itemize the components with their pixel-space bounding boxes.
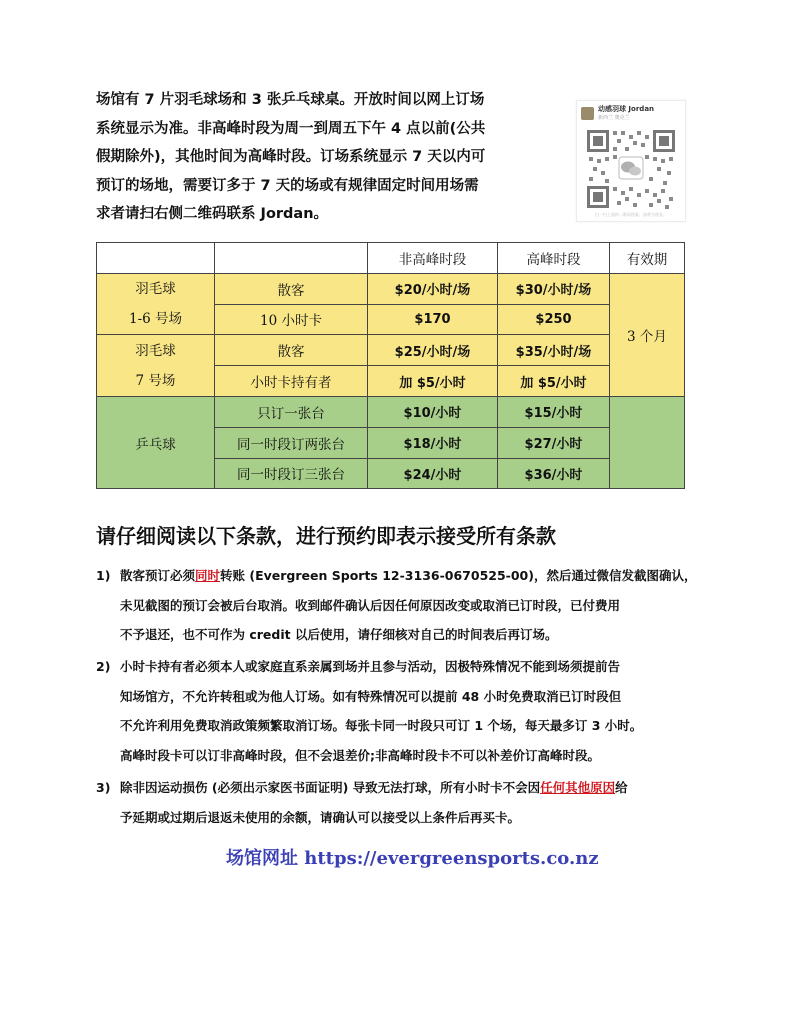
validity-cell: 3 个月 [610, 273, 685, 396]
peak-price: $30/小时/场 [498, 273, 610, 304]
avatar [581, 107, 594, 120]
header-peak: 高峰时段 [498, 243, 610, 274]
rate-type: 散客 [215, 335, 368, 366]
rate-type: 只订一张台 [215, 396, 368, 427]
offpeak-price: $10/小时 [368, 396, 498, 427]
rate-type: 10 小时卡 [215, 304, 368, 335]
peak-price: $36/小时 [498, 458, 610, 489]
peak-price: 加 $5/小时 [498, 366, 610, 397]
header-offpeak: 非高峰时段 [368, 243, 498, 274]
term-text: 除非因运动损伤 (必须出示家医书面证明) 导致无法打球，所有小时卡不会因 [120, 780, 541, 795]
table-row [97, 396, 685, 427]
table-row [97, 335, 685, 366]
term-number: 2) [96, 659, 111, 674]
qr-header [581, 105, 681, 123]
offpeak-price: $18/小时 [368, 427, 498, 458]
qr-contact-region: 新西兰 奥克兰 [598, 115, 630, 121]
header-empty [97, 243, 215, 274]
wechat-qr-card [576, 100, 686, 222]
offpeak-price: $25/小时/场 [368, 335, 498, 366]
intro-line: 求者请扫右侧二维码联系 Jordan。 [96, 206, 329, 222]
table-header-row [97, 243, 685, 274]
qr-footer-text: 扫一扫上面的二维码图案，加我为朋友。 [595, 212, 667, 217]
offpeak-price: 加 $5/小时 [368, 366, 498, 397]
offpeak-price: $24/小时 [368, 458, 498, 489]
term-text: 散客预订必须 [120, 568, 196, 583]
peak-price: $250 [498, 304, 610, 335]
table-row [97, 273, 685, 304]
offpeak-price: $170 [368, 304, 498, 335]
venue-website-link[interactable]: 场馆网址 https://evergreensports.co.nz [226, 848, 599, 869]
intro-line: 假期除外)，其他时间为高峰时段。订场系统显示 7 天以内可 [96, 149, 486, 165]
category-label: 羽毛球 [135, 281, 176, 298]
term-line: 未见截图的预订会被后台取消。收到邮件确认后因任何原因改变或取消已订时段，已付费用 [120, 597, 621, 613]
intro-line: 场馆有 7 片羽毛球场和 3 张乒乓球桌。开放时间以网上订场 [96, 92, 485, 108]
intro-line: 预订的场地，需要订多于 7 天的场或有规律固定时间用场需 [96, 177, 479, 194]
category-badminton-1-6 [97, 273, 215, 335]
term-line [120, 561, 712, 591]
peak-price: $35/小时/场 [498, 335, 610, 366]
intro-paragraph [96, 86, 566, 229]
term-line: 知场馆方，不允许转租或为他人订场。如有特殊情况可以提前 48 小时免费取消已订时段但 [120, 688, 622, 704]
term-line: 不允许利用免费取消政策频繁取消订场。每张卡同一时段只可订 1 个场，每天最多订 3 小时。 [120, 718, 643, 733]
category-label: 7 号场 [135, 372, 176, 389]
validity-empty [610, 396, 685, 488]
offpeak-price: $20/小时/场 [368, 273, 498, 304]
term-body [120, 773, 712, 832]
term-line: 予延期或过期后退返未使用的余额，请确认可以接受以上条件后再买卡。 [120, 809, 521, 825]
term-line [120, 773, 712, 803]
term-line: 高峰时段卡可以订非高峰时段，但不会退差价;非高峰时段卡不可以补差价订高峰时段。 [120, 747, 601, 763]
term-body [120, 652, 712, 770]
rate-type: 同一时段订两张台 [215, 427, 368, 458]
rate-type: 小时卡持有者 [215, 366, 368, 397]
term-number: 3) [96, 780, 111, 795]
highlight-any-other-reason: 任何其他原因 [540, 780, 616, 795]
term-text: 转账 (Evergreen Sports 12-3136-0670525-00)，然后通过微信发截图确认， [220, 568, 697, 583]
category-label: 羽毛球 [135, 342, 176, 359]
qr-code-icon[interactable] [583, 127, 679, 211]
intro-line: 系统显示为准。非高峰时段为周一到周五下午 4 点以前(公共 [96, 120, 486, 137]
term-line: 小时卡持有者必须本人或家庭直系亲属到场并且参与活动，因极特殊情况不能到场须提前告 [120, 659, 621, 674]
category-badminton-7 [97, 335, 215, 397]
header-validity: 有效期 [610, 243, 685, 274]
peak-price: $27/小时 [498, 427, 610, 458]
highlight-same-time: 同时 [195, 568, 221, 583]
price-table [96, 242, 685, 489]
header-empty [215, 243, 368, 274]
category-label: 1-6 号场 [128, 311, 183, 328]
terms-title: 请仔细阅读以下条款，进行预约即表示接受所有条款 [96, 524, 556, 548]
term-line: 不予退还，也不可作为 credit 以后使用，请仔细核对自己的时间表后再订场。 [120, 627, 558, 642]
term-text: 给 [615, 780, 628, 795]
rate-type: 散客 [215, 273, 368, 304]
rate-type: 同一时段订三张台 [215, 458, 368, 489]
term-number: 1) [96, 568, 111, 583]
peak-price: $15/小时 [498, 396, 610, 427]
term-body [120, 561, 712, 650]
qr-contact-name: 动感羽球 Jordan [598, 105, 655, 113]
category-pingpong: 乒乓球 [97, 396, 215, 488]
